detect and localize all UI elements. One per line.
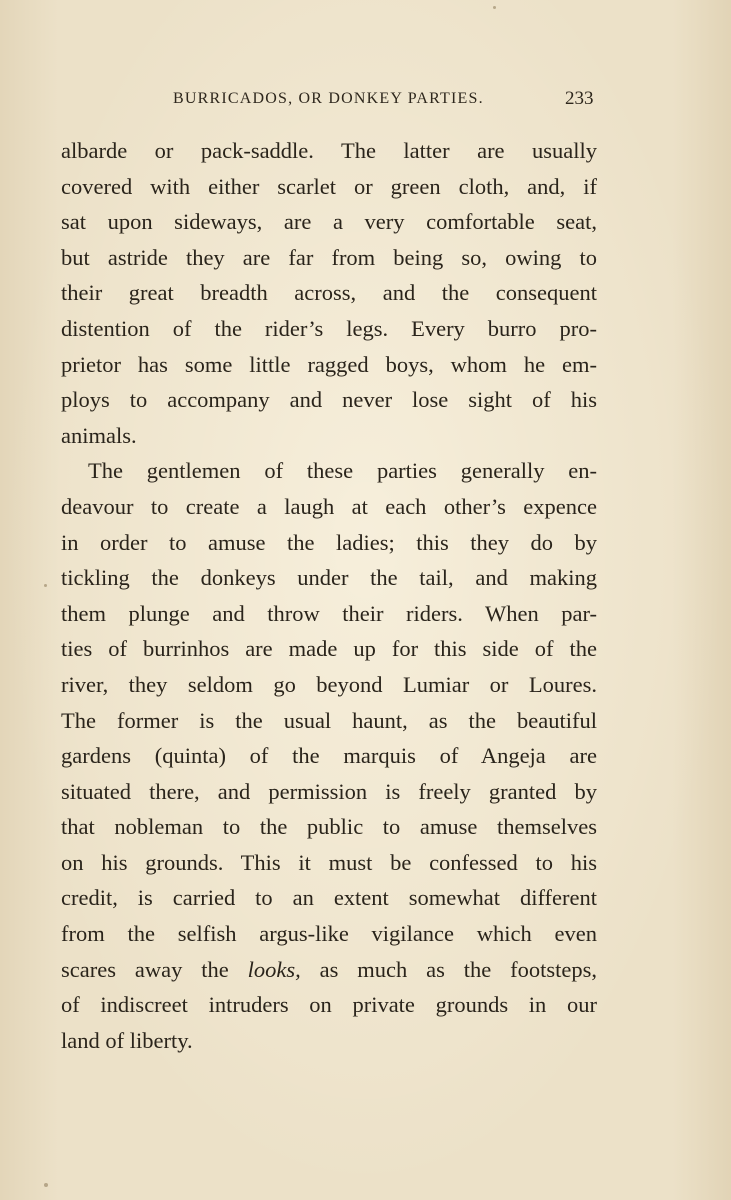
text-line: covered with either scarlet or green cloth, and, if — [61, 173, 597, 199]
text-line: land of liberty. — [61, 1027, 193, 1053]
line-text-before-italic: scares away the — [61, 956, 229, 982]
text-line: on his grounds. This it must be confessed to his — [61, 849, 597, 875]
text-line: prietor has some little ragged boys, whom he em- — [61, 351, 597, 377]
text-line: river, they seldom go beyond Lumiar or Loures. — [61, 671, 597, 697]
text-line: animals. — [61, 422, 137, 448]
text-line: albarde or pack-saddle. The latter are usually — [61, 138, 597, 163]
paper-speck — [44, 584, 47, 587]
text-line: in order to amuse the ladies; this they do by — [61, 529, 597, 555]
text-line: distention of the rider’s legs. Every burro pro- — [61, 315, 597, 341]
text-line: situated there, and permission is freely granted by — [61, 778, 597, 804]
line-text-after-italic: as much as the footsteps, — [319, 956, 597, 982]
text-line: but astride they are far from being so, owing to — [61, 244, 597, 270]
paragraph-start-line: The gentlemen of these parties generally en- — [88, 458, 597, 484]
text-line: that nobleman to the public to amuse themselves — [61, 814, 597, 840]
text-line: of indiscreet intruders on private grounds in our — [61, 992, 597, 1018]
text-line: their great breadth across, and the consequent — [61, 280, 597, 306]
text-line: The former is the usual haunt, as the beautiful — [61, 707, 597, 733]
text-line: from the selfish argus-like vigilance which even — [61, 921, 597, 947]
paper-speck — [44, 1183, 48, 1187]
text-line: credit, is carried to an extent somewhat different — [61, 885, 597, 911]
text-line: ties of burrinhos are made up for this side of the — [61, 636, 597, 662]
italic-word: looks, — [247, 956, 301, 982]
text-line-with-italic — [61, 952, 597, 988]
text-line: deavour to create a laugh at each other’s expence — [61, 493, 597, 519]
body-text — [61, 133, 597, 1058]
text-line: tickling the donkeys under the tail, and making — [61, 565, 597, 591]
text-line: them plunge and throw their riders. When par- — [61, 600, 597, 626]
running-head: BURRICADOS, OR DONKEY PARTIES. — [173, 90, 484, 107]
paper-speck — [493, 6, 496, 9]
page-number: 233 — [565, 88, 594, 109]
text-line: ploys to accompany and never lose sight of his — [61, 387, 597, 413]
text-line: gardens (quinta) of the marquis of Angeja are — [61, 743, 597, 769]
text-line: sat upon sideways, are a very comfortable seat, — [61, 209, 597, 235]
